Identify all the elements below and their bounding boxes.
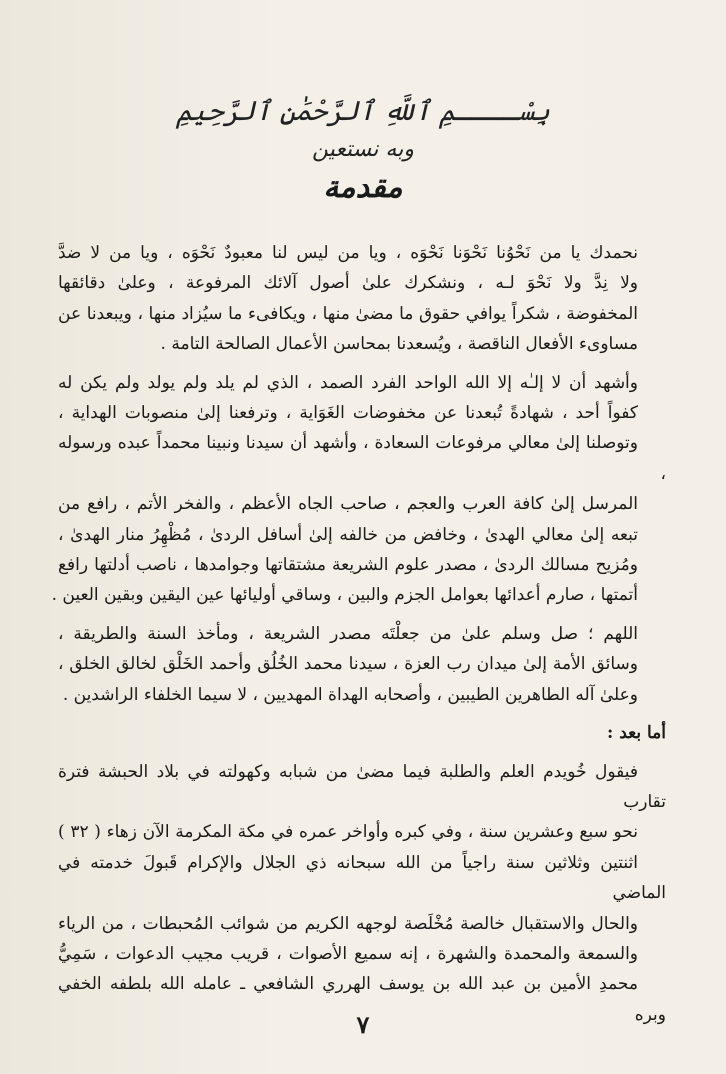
text-line: مساوىء الأفعال الناقصة ، ويُسعدنا بمحاسن الأعمال الصالحة التامة .	[160, 334, 638, 355]
page-header	[0, 92, 726, 208]
text-line: تبعه إلىٰ معالي الهدىٰ ، وخافض من خالفه إلىٰ أسافل الردىٰ ، مُظْهِرُ منار الهدىٰ ،	[58, 524, 638, 545]
text-line: كفواً أحد ، شهادةً تُبعدنا عن مخفوضات الغَوَاية ، وترفعنا إلىٰ منصوبات الهداية ،	[58, 403, 638, 424]
text-line: ولا نِدَّ ولا نَحْوَ لـه ، ونشكرك علىٰ أصول آلائك المرفوعة ، وعلىٰ دقائقها	[58, 273, 638, 294]
text-line: والحال والاستقبال خالصة مُخْلَصة لوجهه الكريم من شوائب المُحبطات ، من الرياء	[58, 913, 638, 934]
paragraph-author-intro	[58, 757, 666, 1031]
text-line: نحو سبع وعشرين سنة ، وفي كبره وأواخر عمره في مكة المكرمة الآن زهاء ( ٣٢ )	[58, 822, 638, 843]
text-line: اللهم ؛ صل وسلم علىٰ من جعلْتَه مصدر الشريعة ، ومأخذ السنة والطريقة ،	[58, 623, 638, 644]
text-line: نحمدك يا من نَحْوُنا نَحْوَنا نَحْوَه ، ويا من ليس لنا معبودٌ نَحْوَه ، ويا من لا ضدَّ	[58, 243, 638, 263]
text-line: فيقول خُويدم العلم والطلبة فيما مضىٰ من شبابه وكهولته في بلاد الحبشة فترة تقارب	[58, 761, 666, 812]
text-line: والسمعة والمحمدة والشهرة ، إنه سميع الأصوات ، قريب مجيب الدعوات ، سَمِيُّ	[58, 943, 638, 964]
basmala: بِسْــــمِ ٱللَّهِ ٱلرَّحْمَٰنِ ٱلرَّحِيمِ	[176, 96, 550, 127]
text-line: المخفوضة ، شكراً يوافي حقوق ما مضىٰ منها ، ويكافىء ما سيُزاد منها ، ويبعدنا عن	[58, 303, 638, 324]
paragraph-praise	[58, 238, 666, 360]
paragraph-shahada	[51, 368, 666, 611]
text-line: اثنتين وثلاثين سنة راجياً من الله سبحانه ذي الجلال والإكرام قَبولَ خدمته في الماضي	[58, 852, 666, 904]
subheading: وبه نستعين	[312, 137, 414, 162]
amma-baad-label: أما بعد :	[607, 723, 666, 744]
text-line: محمدِ الأمين بن عبد الله بن يوسف الهرري الشافعي ـ عامله الله بلطفه الخفي وبره	[58, 974, 666, 1025]
text-line: ومُزيح مسالك الردىٰ ، مصدر علوم الشريعة مشتقاتها وجوامدها ، ناصب أدلتها رافع	[58, 555, 638, 576]
text-line: المرسل إلىٰ كافة العرب والعجم ، صاحب الجاه الأعظم ، والفخر الأتم ، رافع من	[58, 494, 638, 515]
paragraph-salawat	[58, 619, 666, 710]
text-line: وسائق الأمة إلىٰ ميدان رب العزة ، سيدنا محمد الخُلُق وأحمد الخَلْق لخالق الخلق ،	[58, 654, 638, 675]
text-line: أتمتها ، صارم أعدائها بعوامل الجزم والبين ، وساقي أوليائها عين اليقين وبقين العين .	[51, 585, 638, 606]
text-line: وتوصلنا إلىٰ معالي مرفوعات السعادة ، وأشهد أن سيدنا ونبينا محمداً عبده ورسوله ،	[58, 433, 666, 484]
body-text	[51, 238, 666, 1038]
page-title: مقدمة	[323, 170, 403, 205]
text-line: وعلىٰ آله الطاهرين الطيبين ، وأصحابه الهداة المهديين ، لا سيما الخلفاء الراشدين .	[62, 684, 638, 705]
page-number: ٧	[356, 1010, 370, 1039]
text-line: وأشهد أن لا إلـٰه إلا الله الواحد الفرد الصمد ، الذي لم يلد ولم يولد ولم يكن له	[58, 372, 638, 393]
